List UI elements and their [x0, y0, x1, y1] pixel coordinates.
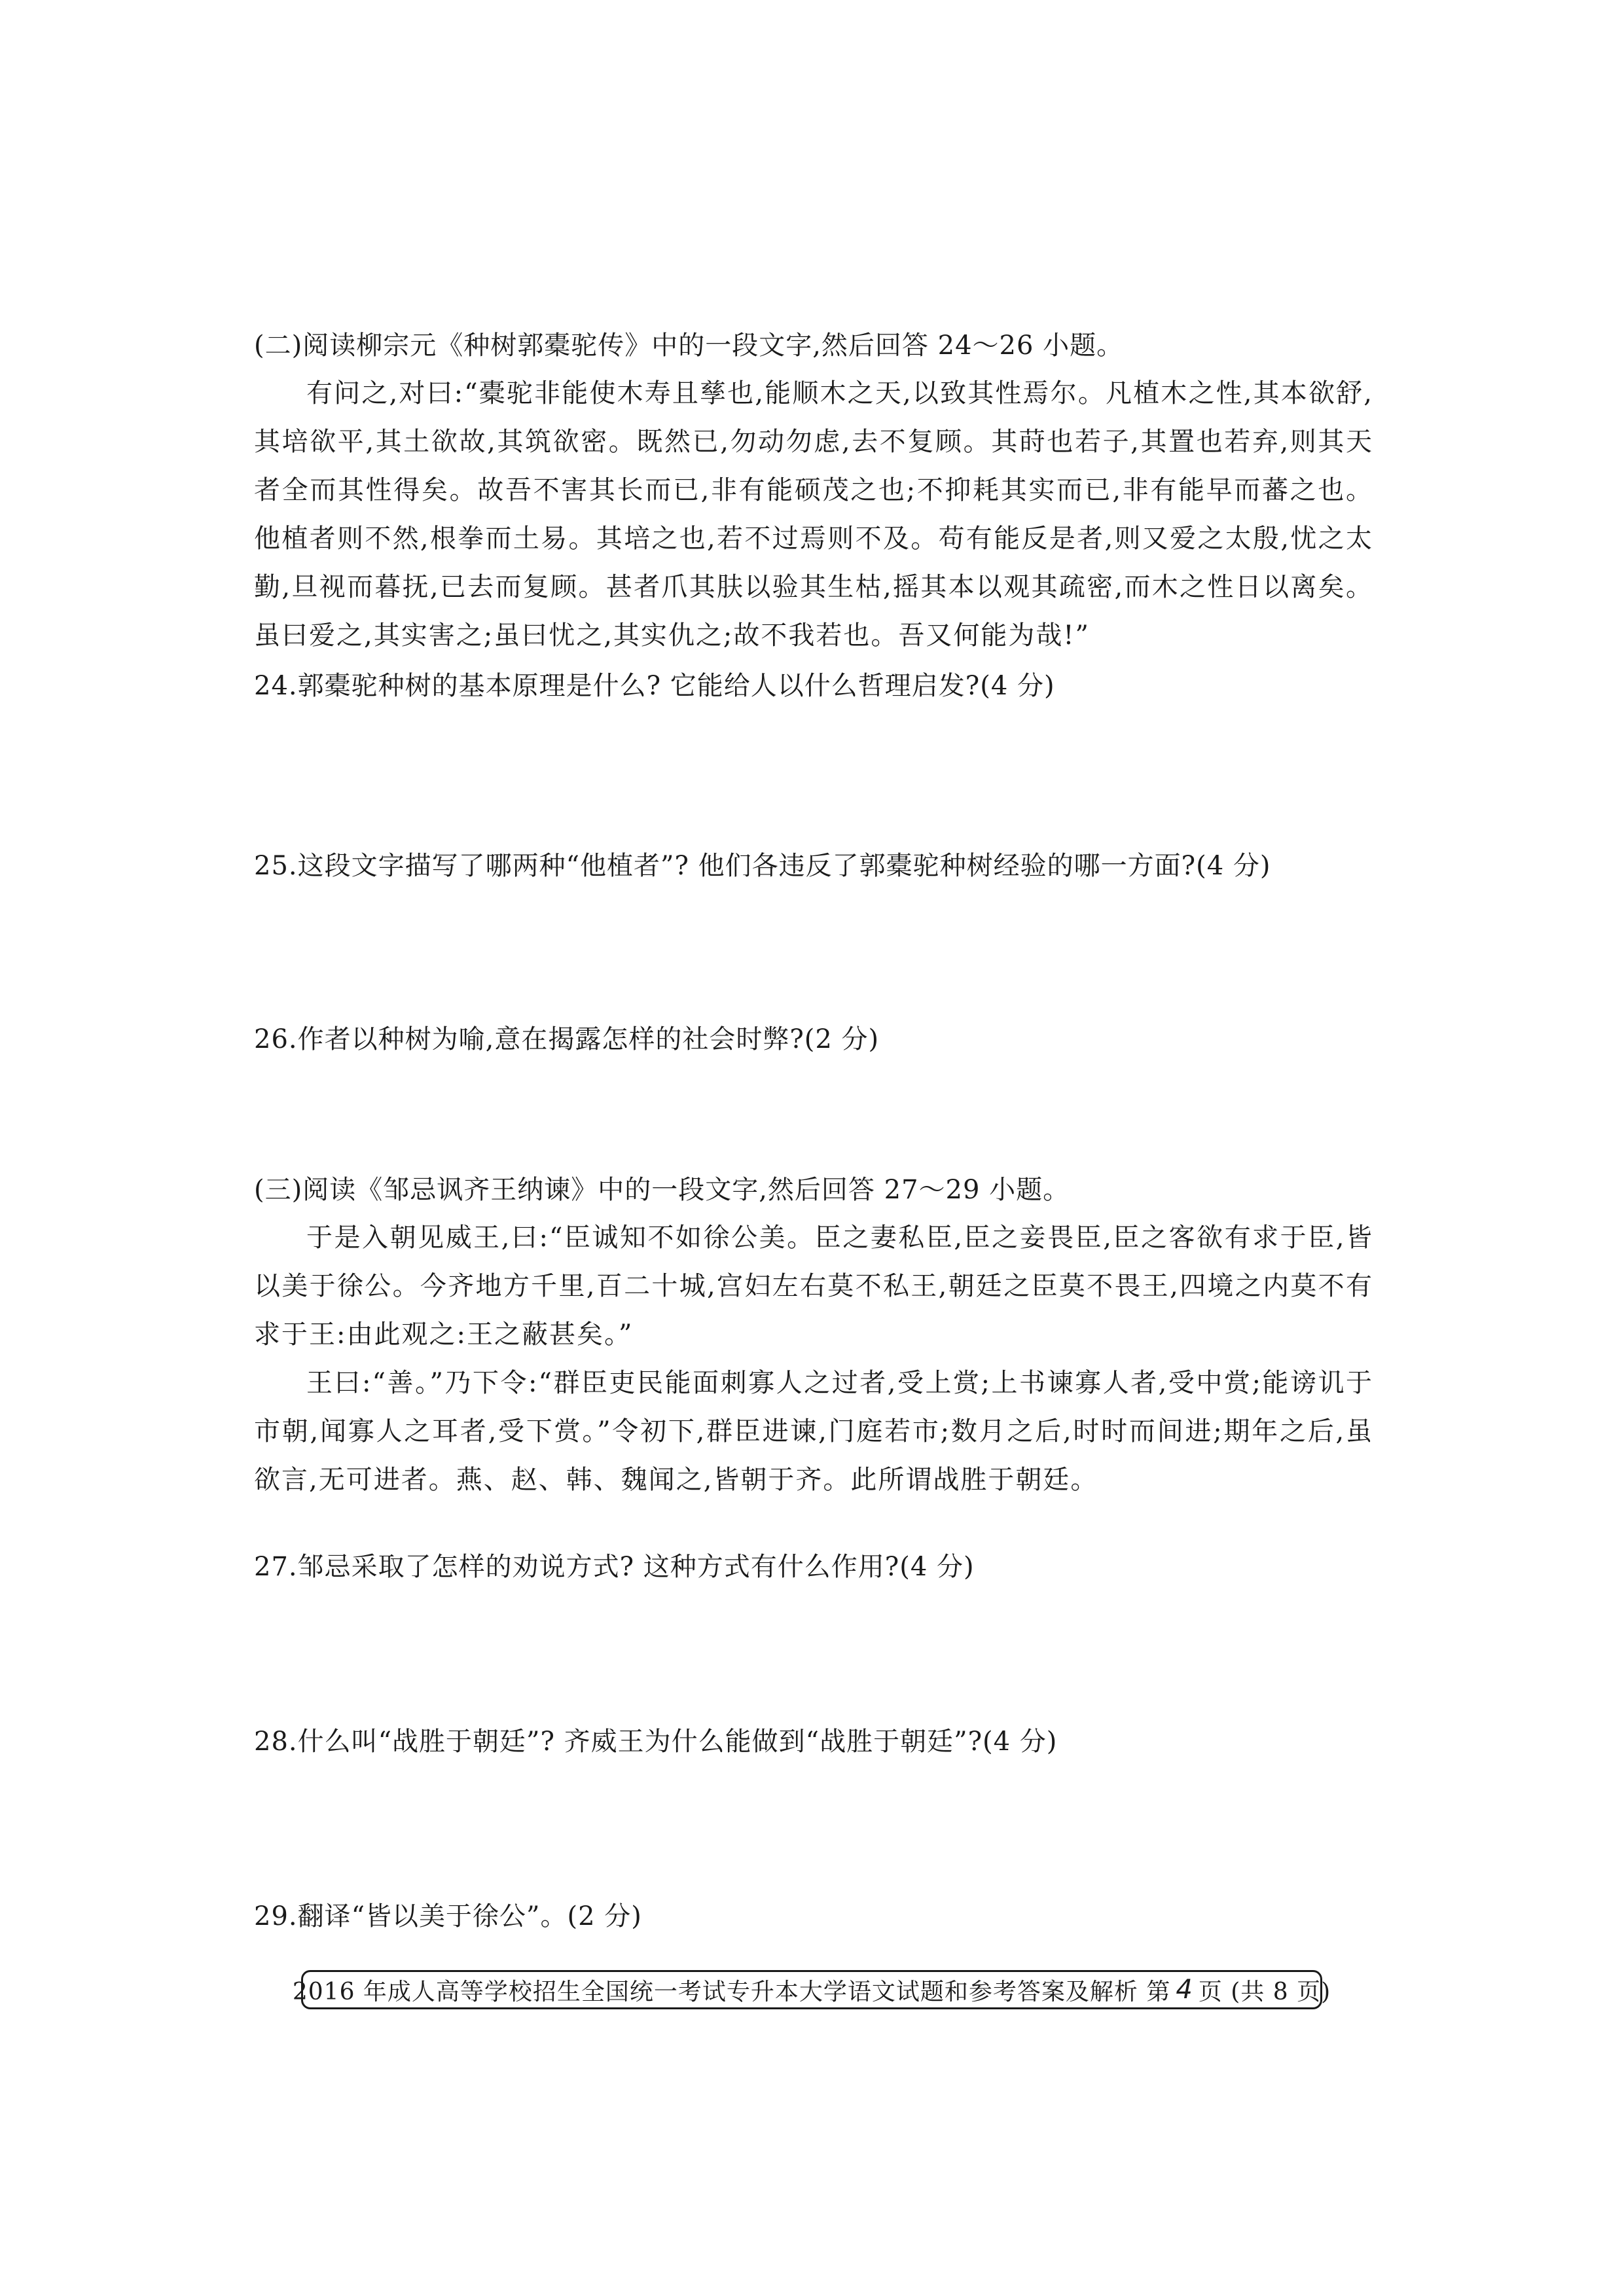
question-26: 26.作者以种树为喻,意在揭露怎样的社会时弊?(2 分) — [254, 1024, 880, 1054]
question-28: 28.什么叫“战胜于朝廷”? 齐威王为什么能做到“战胜于朝廷”?(4 分) — [254, 1727, 1058, 1757]
question-25: 25.这段文字描写了哪两种“他植者”? 他们各违反了郭橐驼种树经验的哪一方面?(4 分) — [254, 851, 1271, 881]
question-27: 27.邹忌采取了怎样的劝说方式? 这种方式有什么作用?(4 分) — [254, 1552, 975, 1582]
section-3-passage-1: 于是入朝见威王,曰:“臣诚知不如徐公美。臣之妻私臣,臣之妾畏臣,臣之客欲有求于臣,皆以美于徐公。今齐地方千里,百二十城,宫妇左右莫不私王,朝廷之臣莫不畏王,四境之内莫不有求于王:由此观之:王之蔽甚矣。” — [254, 1223, 1373, 1350]
section-2-passage: 有问之,对曰:“橐驼非能使木寿且孳也,能顺木之天,以致其性焉尔。凡植木之性,其本欲舒,其培欲平,其土欲故,其筑欲密。既然已,勿动勿虑,去不复顾。其莳也若子,其置也若弃,则其天者全而其性得矣。故吾不害其长而已,非有能硕茂之也;不抑耗其实而已,非有能早而蕃之也。他植者则不然,根拳而土易。其培之也,若不过焉则不及。苟有能反是者,则又爱之太殷,忧之太勤,旦视而暮抚,已去而复顾。甚者爪其肤以验其生枯,摇其本以观其疏密,而木之性日以离矣。虽曰爱之,其实害之;虽曰忧之,其实仇之;故不我若也。吾又何能为哉!” — [254, 378, 1373, 651]
footer-suffix: 页 (共 8 页) — [1198, 1978, 1331, 2005]
section-3-title: (三)阅读《邹忌讽齐王纳谏》中的一段文字,然后回答 27～29 小题。 — [254, 1175, 1070, 1205]
section-2-title: (二)阅读柳宗元《种树郭橐驼传》中的一段文字,然后回答 24～26 小题。 — [254, 331, 1124, 361]
section-3 — [254, 1172, 1373, 1504]
footer-prefix: 2016 年成人高等学校招生全国统一考试专升本大学语文试题和参考答案及解析 第 — [292, 1978, 1171, 2005]
section-3-passage-2: 王曰:“善。”乃下令:“群臣吏民能面刺寡人之过者,受上赏;上书谏寡人者,受中赏;能谤讥于市朝,闻寡人之耳者,受下赏。”令初下,群臣进谏,门庭若市;数月之后,时时而间进;期年之后,虽欲言,无可进者。燕、赵、韩、魏闻之,皆朝于齐。此所谓战胜于朝廷。 — [254, 1368, 1373, 1495]
question-29: 29.翻译“皆以美于徐公”。(2 分) — [254, 1901, 642, 1931]
page-footer — [292, 1970, 1331, 2009]
footer-page-number: 4 — [1176, 1975, 1193, 2005]
question-24: 24.郭橐驼种树的基本原理是什么? 它能给人以什么哲理启发?(4 分) — [254, 671, 1055, 701]
section-2 — [254, 327, 1373, 660]
